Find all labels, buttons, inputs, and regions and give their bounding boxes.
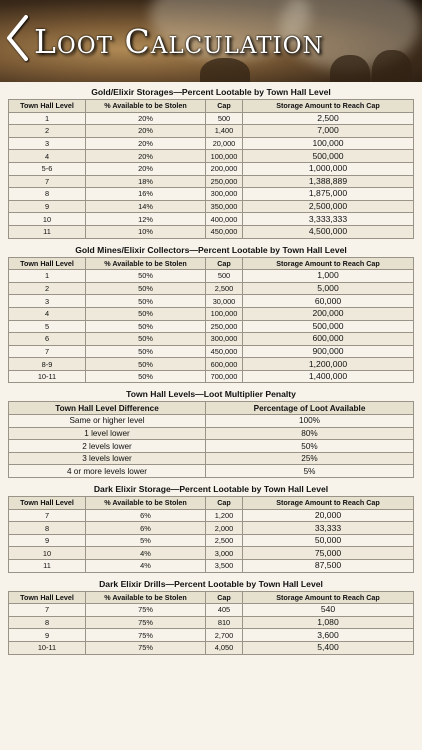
- table-row: [9, 358, 414, 371]
- section-title: Gold/Elixir Storages—Percent Lootable by Town Hall Level: [91, 87, 331, 97]
- table-cell: 87,500: [243, 560, 414, 573]
- table-cell: 2,500: [206, 534, 243, 547]
- table-cell: 3: [9, 137, 86, 150]
- table-cell: 2,700: [206, 629, 243, 642]
- table-cell: 75%: [86, 641, 206, 654]
- table-cell: 700,000: [206, 370, 243, 383]
- table-row: [9, 415, 414, 428]
- table-cell: 50%: [86, 333, 206, 346]
- table-cell: 4,500,000: [243, 225, 414, 238]
- table-header-row: [9, 402, 414, 415]
- table-cell: 1,000: [243, 270, 414, 283]
- column-header: Percentage of Loot Available: [206, 402, 414, 415]
- table-cell: 100,000: [243, 137, 414, 150]
- table-row: [9, 440, 414, 453]
- column-header: Cap: [206, 591, 243, 604]
- table-row: [9, 225, 414, 238]
- table-cell: 450,000: [206, 225, 243, 238]
- column-header: Storage Amount to Reach Cap: [243, 591, 414, 604]
- chevron-left-icon: [4, 13, 30, 63]
- table-cell: 3 levels lower: [9, 452, 206, 465]
- table-cell: 5,000: [243, 282, 414, 295]
- table-cell: 20%: [86, 162, 206, 175]
- table-cell: 2 levels lower: [9, 440, 206, 453]
- table-cell: 8-9: [9, 358, 86, 371]
- table-cell: 1,400: [206, 125, 243, 138]
- table-cell: 7: [9, 604, 86, 617]
- table-row: [9, 162, 414, 175]
- table-cell: 33,333: [243, 522, 414, 535]
- table-cell: 1 level lower: [9, 427, 206, 440]
- section-dark-elixir-storage: [8, 483, 414, 573]
- table-row: [9, 200, 414, 213]
- table-cell: 5%: [206, 465, 414, 478]
- table-cell: 7: [9, 509, 86, 522]
- table-row: [9, 452, 414, 465]
- table-row: [9, 175, 414, 188]
- table-cell: 810: [206, 616, 243, 629]
- column-header: Storage Amount to Reach Cap: [243, 497, 414, 510]
- column-header: Cap: [206, 497, 243, 510]
- table-cell: 50%: [86, 307, 206, 320]
- table-cell: 50%: [206, 440, 414, 453]
- table-cell: 80%: [206, 427, 414, 440]
- table-cell: 600,000: [206, 358, 243, 371]
- column-header: Storage Amount to Reach Cap: [243, 257, 414, 270]
- dark-drills-table: [8, 591, 414, 655]
- dark-storage-table: [8, 496, 414, 573]
- table-cell: 20%: [86, 137, 206, 150]
- table-cell: 4%: [86, 560, 206, 573]
- table-row: [9, 604, 414, 617]
- table-cell: 5%: [86, 534, 206, 547]
- table-row: [9, 213, 414, 226]
- table-cell: 20,000: [206, 137, 243, 150]
- table-cell: 1: [9, 112, 86, 125]
- table-cell: 50%: [86, 320, 206, 333]
- table-row: [9, 150, 414, 163]
- table-cell: 50%: [86, 370, 206, 383]
- table-cell: 20%: [86, 150, 206, 163]
- table-cell: 1,200,000: [243, 358, 414, 371]
- table-cell: 300,000: [206, 188, 243, 201]
- table-cell: 50%: [86, 282, 206, 295]
- table-cell: 2,000: [206, 522, 243, 535]
- table-cell: 75%: [86, 629, 206, 642]
- table-cell: 5: [9, 320, 86, 333]
- table-cell: 9: [9, 534, 86, 547]
- table-cell: 8: [9, 188, 86, 201]
- section-town-hall-penalty: [8, 388, 414, 478]
- table-cell: 2: [9, 125, 86, 138]
- table-cell: 2: [9, 282, 86, 295]
- table-cell: 9: [9, 629, 86, 642]
- table-cell: 7: [9, 175, 86, 188]
- table-row: [9, 509, 414, 522]
- table-cell: 3: [9, 295, 86, 308]
- table-cell: 20%: [86, 112, 206, 125]
- table-row: [9, 560, 414, 573]
- column-header: % Available to be Stolen: [86, 497, 206, 510]
- table-row: [9, 522, 414, 535]
- section-title: Dark Elixir Drills—Percent Lootable by Town Hall Level: [99, 578, 323, 589]
- table-header-row: [9, 257, 414, 270]
- table-row: [9, 137, 414, 150]
- table-cell: 4: [9, 307, 86, 320]
- table-cell: 12%: [86, 213, 206, 226]
- table-row: [9, 188, 414, 201]
- back-button[interactable]: [2, 8, 32, 68]
- table-cell: 16%: [86, 188, 206, 201]
- table-cell: 300,000: [206, 333, 243, 346]
- section-gold-mines-elixir-collectors: [8, 244, 414, 384]
- column-header: Town Hall Level Difference: [9, 402, 206, 415]
- column-header: Cap: [206, 100, 243, 113]
- table-cell: 75,000: [243, 547, 414, 560]
- table-cell: 1,400,000: [243, 370, 414, 383]
- table-cell: 5,400: [243, 641, 414, 654]
- table-cell: 25%: [206, 452, 414, 465]
- table-cell: 350,000: [206, 200, 243, 213]
- table-cell: 2,500: [243, 112, 414, 125]
- column-header: % Available to be Stolen: [86, 257, 206, 270]
- storage-table: [8, 99, 414, 239]
- table-row: [9, 270, 414, 283]
- table-cell: 6%: [86, 522, 206, 535]
- table-cell: 2,500,000: [243, 200, 414, 213]
- table-row: [9, 616, 414, 629]
- table-row: [9, 295, 414, 308]
- table-cell: 50%: [86, 295, 206, 308]
- table-header-row: [9, 100, 414, 113]
- table-cell: 1,388,889: [243, 175, 414, 188]
- table-cell: 60,000: [243, 295, 414, 308]
- column-header: Storage Amount to Reach Cap: [243, 100, 414, 113]
- table-cell: 75%: [86, 604, 206, 617]
- column-header: Town Hall Level: [9, 257, 86, 270]
- table-cell: 10%: [86, 225, 206, 238]
- loot-tables: [8, 86, 414, 660]
- table-cell: 3,600: [243, 629, 414, 642]
- table-cell: 7: [9, 345, 86, 358]
- table-cell: 1,080: [243, 616, 414, 629]
- table-cell: 4,050: [206, 641, 243, 654]
- table-cell: 500: [206, 270, 243, 283]
- table-cell: 10: [9, 547, 86, 560]
- table-row: [9, 282, 414, 295]
- section-title: Town Hall Levels—Loot Multiplier Penalty: [126, 389, 296, 400]
- table-cell: 10-11: [9, 370, 86, 383]
- collector-table: [8, 257, 414, 384]
- table-cell: 500,000: [243, 150, 414, 163]
- table-cell: 18%: [86, 175, 206, 188]
- table-cell: 11: [9, 560, 86, 573]
- page-title: Loot Calculation: [34, 22, 324, 61]
- table-row: [9, 534, 414, 547]
- section-dark-elixir-drills: [8, 578, 414, 655]
- table-cell: 11: [9, 225, 86, 238]
- table-cell: 20%: [86, 125, 206, 138]
- table-cell: 75%: [86, 616, 206, 629]
- table-cell: 50%: [86, 345, 206, 358]
- table-cell: 8: [9, 522, 86, 535]
- table-cell: 14%: [86, 200, 206, 213]
- table-row: [9, 629, 414, 642]
- table-cell: 1,875,000: [243, 188, 414, 201]
- table-row: [9, 112, 414, 125]
- table-cell: 2,500: [206, 282, 243, 295]
- column-header: % Available to be Stolen: [86, 100, 206, 113]
- table-cell: 3,000: [206, 547, 243, 560]
- table-cell: 5-6: [9, 162, 86, 175]
- table-cell: 405: [206, 604, 243, 617]
- table-cell: 30,000: [206, 295, 243, 308]
- table-cell: 900,000: [243, 345, 414, 358]
- table-cell: Same or higher level: [9, 415, 206, 428]
- table-cell: 6: [9, 333, 86, 346]
- table-cell: 200,000: [243, 307, 414, 320]
- section-title: Gold Mines/Elixir Collectors—Percent Lootable by Town Hall Level: [75, 244, 347, 255]
- table-row: [9, 427, 414, 440]
- table-cell: 500,000: [243, 320, 414, 333]
- table-cell: 100,000: [206, 150, 243, 163]
- table-cell: 450,000: [206, 345, 243, 358]
- table-cell: 400,000: [206, 213, 243, 226]
- table-cell: 6%: [86, 509, 206, 522]
- table-cell: 50,000: [243, 534, 414, 547]
- table-row: [9, 547, 414, 560]
- table-row: [9, 641, 414, 654]
- table-header-row: [9, 591, 414, 604]
- table-cell: 100%: [206, 415, 414, 428]
- table-header-row: [9, 497, 414, 510]
- table-row: [9, 345, 414, 358]
- table-cell: 10: [9, 213, 86, 226]
- table-cell: 4: [9, 150, 86, 163]
- table-row: [9, 320, 414, 333]
- table-cell: 4%: [86, 547, 206, 560]
- column-header: Cap: [206, 257, 243, 270]
- table-cell: 250,000: [206, 320, 243, 333]
- table-row: [9, 370, 414, 383]
- column-header: % Available to be Stolen: [86, 591, 206, 604]
- table-row: [9, 125, 414, 138]
- table-cell: 10-11: [9, 641, 86, 654]
- table-cell: 200,000: [206, 162, 243, 175]
- table-cell: 50%: [86, 270, 206, 283]
- table-cell: 3,333,333: [243, 213, 414, 226]
- table-cell: 7,000: [243, 125, 414, 138]
- table-cell: 1,200: [206, 509, 243, 522]
- section-title: Dark Elixir Storage—Percent Lootable by Town Hall Level: [93, 484, 329, 495]
- column-header: Town Hall Level: [9, 591, 86, 604]
- table-cell: 1: [9, 270, 86, 283]
- table-cell: 8: [9, 616, 86, 629]
- table-cell: 9: [9, 200, 86, 213]
- table-row: [9, 465, 414, 478]
- section-gold-elixir-storages: [8, 86, 414, 239]
- table-row: [9, 307, 414, 320]
- table-cell: 20,000: [243, 509, 414, 522]
- table-cell: 3,500: [206, 560, 243, 573]
- table-cell: 500: [206, 112, 243, 125]
- table-row: [9, 333, 414, 346]
- table-cell: 600,000: [243, 333, 414, 346]
- table-cell: 4 or more levels lower: [9, 465, 206, 478]
- column-header: Town Hall Level: [9, 100, 86, 113]
- table-cell: 540: [243, 604, 414, 617]
- penalty-table: [8, 401, 414, 478]
- column-header: Town Hall Level: [9, 497, 86, 510]
- table-cell: 50%: [86, 358, 206, 371]
- table-cell: 100,000: [206, 307, 243, 320]
- table-cell: 1,000,000: [243, 162, 414, 175]
- header-banner: [0, 0, 422, 82]
- table-cell: 250,000: [206, 175, 243, 188]
